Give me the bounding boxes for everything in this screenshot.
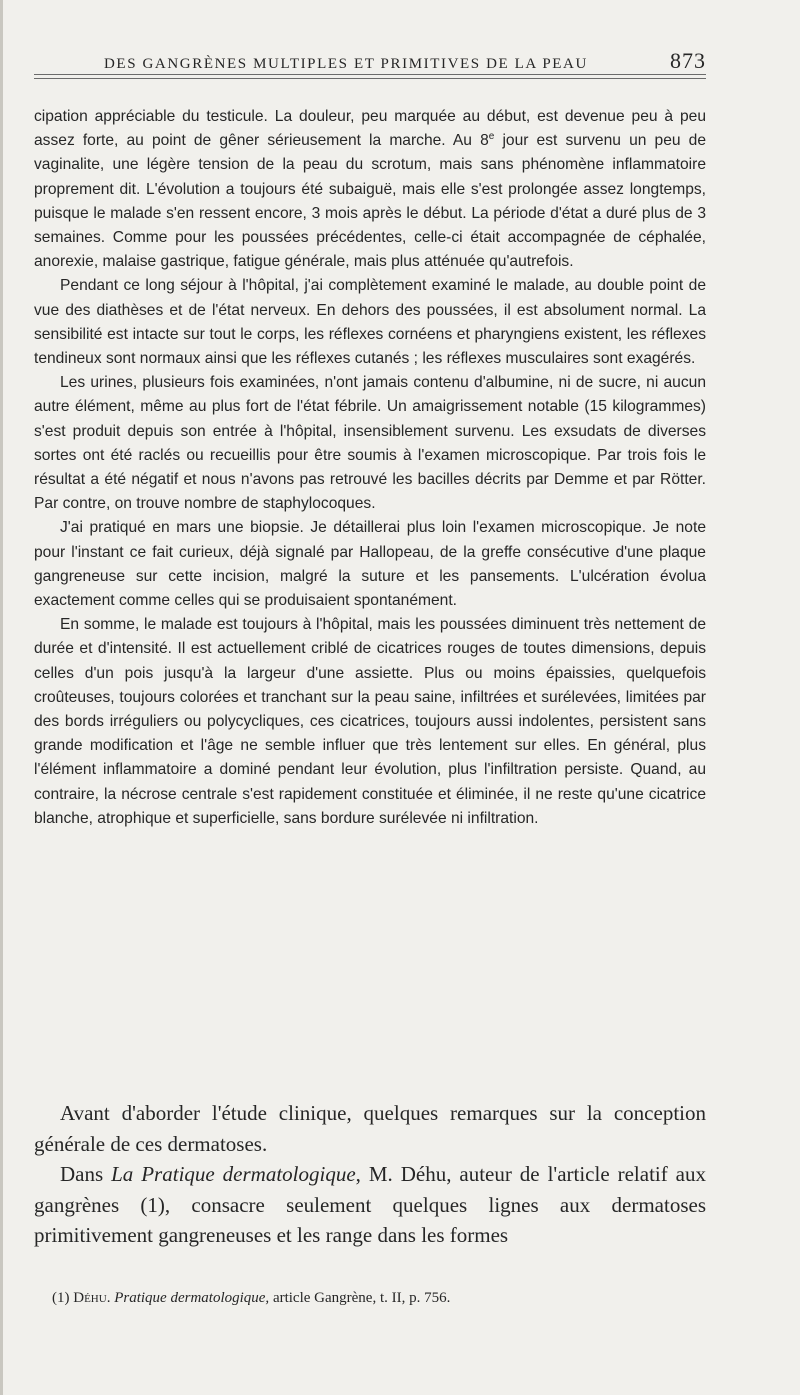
paragraph-1-part-a: cipation appréciable du testicule. La douleur, peu marquée au début, est devenue peu à peu assez forte, au point de gêner sérieusement la marche. Au 8 (34, 108, 706, 150)
page-edge (0, 0, 3, 1395)
footnote-author: Déhu. (73, 1290, 111, 1306)
paragraph-1-part-b: jour est survenu un peu de vaginalite, une légère tension de la peau du scrotum, mais sans phénomène inflammatoire proprement dit. L'évolution a toujours été subaiguë, mais elle s'est prolongée assez longtemps, puisque le malade s'en ressent encore, 3 mois après le début. La période d'état a duré plus de 3 semaines. Comme pour les poussées précédentes, celle-ci était accompagnée de céphalée, anorexie, malaise gastrique, fatigue générale, mais plus atténuée qu'autrefois. (34, 132, 706, 271)
paragraph-1 (34, 105, 706, 274)
footnote-title: Pratique dermatologique, (114, 1290, 270, 1306)
footnote-number: (1) (52, 1290, 70, 1306)
paragraph-6: Avant d'aborder l'étude clinique, quelques remarques sur la conception générale de ces dermatoses. (34, 1101, 706, 1156)
paragraph-4: J'ai pratiqué en mars une biopsie. Je détaillerai plus loin l'examen microscopique. Je note pour l'instant ce fait curieux, déjà signalé par Hallopeau, de la greffe consécutive d'une plaque gangreneuse sur cette incision, malgré la suture et les pansements. L'ulcération évolua exactement comme celles qui se produisaient spontanément. (34, 519, 706, 610)
header-rule-second (34, 78, 706, 79)
running-title: DES GANGRÈNES MULTIPLES ET PRIMITIVES DE LA PEAU (104, 56, 588, 72)
main-text (34, 1098, 706, 1251)
paragraph-3: Les urines, plusieurs fois examinées, n'ont jamais contenu d'albumine, ni de sucre, ni aucun autre élément, même au plus fort de l'état fébrile. Un amaigrissement notable (15 kilogrammes) s'est produit depuis son entrée à l'hôpital, insensiblement survenu. Les exsudats de diverses sortes ont été raclés ou recueillis pour être soumis à l'examen microscopique. Par trois fois le résultat a été négatif et nous n'avons pas retrouvé les bacilles décrits par Demme et par Rötter. Par contre, on trouve nombre de staphylocoques. (34, 374, 706, 513)
header-rule (34, 74, 706, 75)
ordinal-superscript: e (488, 131, 495, 143)
cited-book-title: La Pratique dermatologique (111, 1162, 356, 1187)
footnote-reference: article Gangrène, t. II, p. 756. (272, 1290, 451, 1306)
paragraph-7-part-b: , M. Déhu, auteur de l'article relatif aux gangrènes (1), consacre seulement quelques lignes aux dermatoses primitivement gangreneuses et les range dans les formes (34, 1162, 706, 1248)
page-number: 873 (670, 48, 706, 73)
case-report-text (34, 105, 706, 831)
page-header (34, 48, 706, 74)
paragraph-7 (34, 1159, 706, 1251)
paragraph-2: Pendant ce long séjour à l'hôpital, j'ai complètement examiné le malade, au double point de vue des diathèses et de l'état nerveux. En dehors des poussées, il est absolument normal. La sensibilité est intacte sur tout le corps, les réflexes cornéens et pharyngiens existent, les réflexes tendineux sont normaux ainsi que les réflexes cutanés ; les réflexes musculaires sont exagérés. (34, 277, 706, 368)
paragraph-5: En somme, le malade est toujours à l'hôpital, mais les poussées diminuent très nettement de durée et d'intensité. Il est actuellement criblé de cicatrices rouges de toutes dimensions, depuis celles d'un pois jusqu'à la largeur d'une assiette. Plus ou moins épaissies, quelquefois croûteuses, toujours colorées et tranchant sur la peau saine, infiltrées et surélevées, limitées par des bords irréguliers ou polycycliques, ces cicatrices, toujours aussi indolentes, persistent sans grande modification et l'âge ne semble influer que très lentement sur elles. En général, plus l'élément inflammatoire a dominé pendant leur évolution, plus l'infiltration persiste. Quand, au contraire, la nécrose centrale s'est rapidement constituée et éliminée, il ne reste qu'une cicatrice blanche, atrophique et superficielle, sans bordure surélevée ni infiltration. (34, 616, 706, 827)
paragraph-7-part-a: Dans (60, 1162, 112, 1187)
footnote (52, 1288, 692, 1308)
